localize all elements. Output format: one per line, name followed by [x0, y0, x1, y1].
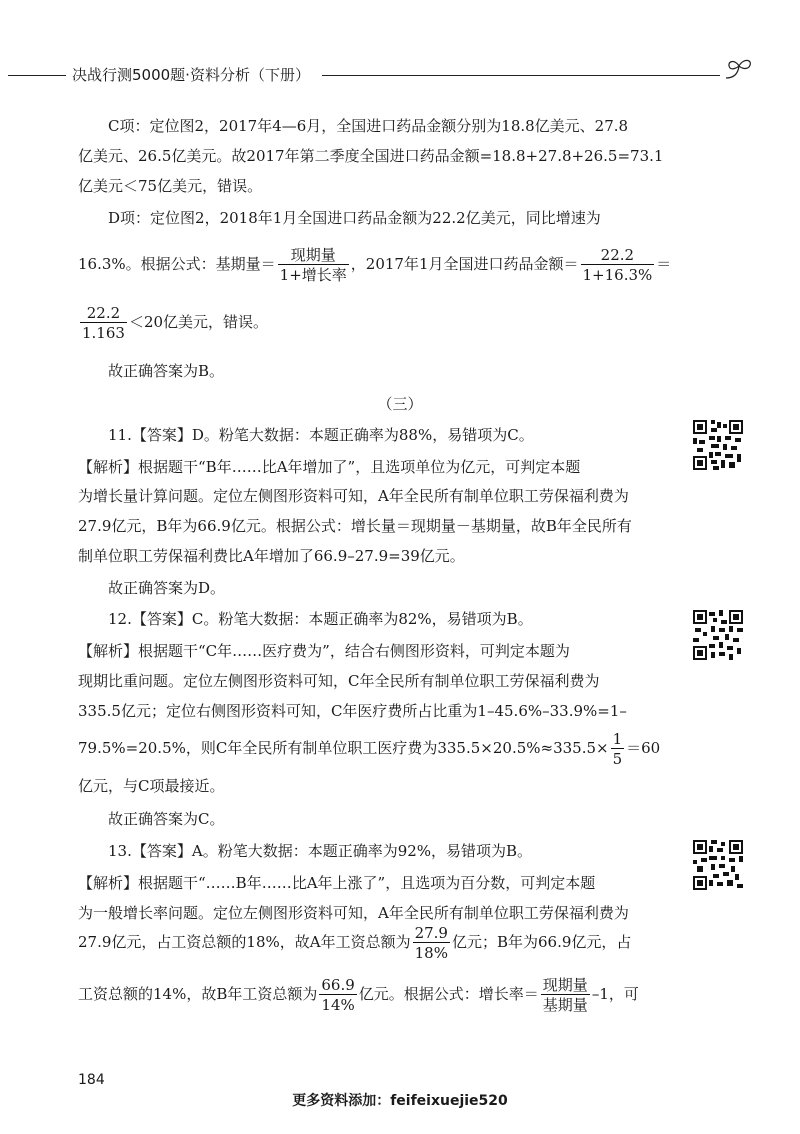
option-c-line3: 亿美元＜75亿美元，错误。: [78, 177, 263, 195]
formula-text: 16.3%。根据公式：基期量＝: [78, 255, 276, 273]
option-c-line2: 亿美元、26.5亿美元。故2017年第二季度全国进口药品金额=18.8+27.8+26.5=73.1: [78, 147, 664, 165]
formula-text: ＜20亿美元，错误。: [128, 313, 269, 331]
fraction-denominator: 1.163: [82, 323, 125, 342]
q12-analysis-3: 335.5亿元；定位右侧图形资料可知，C年医疗费所占比重为1–45.6%–33.9%=1–: [78, 702, 627, 720]
header-rule-left: [8, 75, 66, 76]
formula-text: 亿元；B年为66.9亿元，占: [451, 933, 632, 951]
formula-text: 27.9亿元，占工资总额的18%，故A年工资总额为: [78, 933, 411, 951]
fraction-numerator: 现期量: [278, 246, 349, 265]
formula-text: 工资总额的14%，故B年工资总额为: [78, 985, 318, 1003]
fraction: [413, 924, 450, 963]
formula-text: –1，可: [591, 985, 639, 1003]
q13-analysis-2: 为一般增长率问题。定位左侧图形资料可知，A年全民所有制单位职工劳保福利费为: [78, 904, 629, 922]
fraction-denominator: 5: [612, 749, 623, 768]
qr-code-icon[interactable]: [693, 610, 743, 660]
q11-analysis-3: 27.9亿元，B年为66.9亿元。根据公式：增长量＝现期量－基期量，故B年全民所有: [78, 517, 632, 535]
q13-analysis-3: [78, 922, 631, 963]
sprout-icon: [722, 56, 756, 82]
q13-analysis-4: [78, 974, 639, 1015]
formula-text: 79.5%=20.5%，则C年全民所有制单位职工医疗费为335.5×20.5%≈335.5×: [78, 739, 609, 757]
q12-analysis-1: 【解析】根据题干“C年……医疗费为”，结合右侧图形资料，可判定本题为: [78, 642, 570, 660]
fraction: [80, 304, 127, 343]
footer-watermark-text: 更多资料添加：feifeixuejie520: [292, 1093, 508, 1109]
q12-answer: 12.【答案】C。粉笔大数据：本题正确率为82%，易错项为B。: [108, 610, 533, 628]
qr-code-icon[interactable]: [693, 420, 743, 470]
page-number: 184: [78, 1072, 105, 1088]
q13-answer: 13.【答案】A。粉笔大数据：本题正确率为92%，易错项为B。: [108, 842, 533, 860]
header-title: 决战行测5000题·资料分析（下册）: [72, 66, 310, 84]
q12-analysis-4: [78, 728, 660, 769]
fraction: [611, 730, 625, 769]
answer-d: 故正确答案为D。: [108, 579, 226, 597]
q11-analysis-2: 为增长量计算问题。定位左侧图形资料可知，A年全民所有制单位职工劳保福利费为: [78, 487, 629, 505]
fraction: [541, 976, 590, 1015]
fraction-denominator: 1+增长率: [279, 265, 347, 284]
header-rule-right: [322, 75, 720, 76]
fraction: [581, 246, 655, 285]
fraction-numerator: 66.9: [321, 975, 355, 994]
q12-analysis-5: 亿元，与C项最接近。: [78, 777, 225, 795]
option-d-line1: D项：定位图2，2018年1月全国进口药品金额为22.2亿美元，同比增速为: [108, 209, 601, 227]
answer-c: 故正确答案为C。: [108, 810, 225, 828]
option-c-line1: C项：定位图2，2017年4—6月，全国进口药品金额分别为18.8亿美元、27.8: [108, 117, 629, 135]
fraction-numerator: 现期量: [542, 975, 588, 994]
q11-answer: 11.【答案】D。粉笔大数据：本题正确率为88%，易错项为C。: [108, 426, 534, 444]
fraction: [319, 976, 356, 1015]
fraction-denominator: 1+16.3%: [582, 265, 653, 284]
q12-analysis-2: 现期比重问题。定位左侧图形资料可知，C年全民所有制单位职工劳保福利费为: [78, 672, 600, 690]
formula-text: 亿元。根据公式：增长率＝: [358, 985, 539, 1003]
fraction-numerator: 22.2: [80, 304, 127, 323]
fraction-denominator: 18%: [414, 943, 448, 962]
section-heading: （三）: [377, 395, 423, 413]
qr-code-icon[interactable]: [693, 840, 743, 890]
q11-analysis-1: 【解析】根据题干“B年……比A年增加了”，且选项单位为亿元，可判定本题: [78, 458, 581, 476]
q13-analysis-1: 【解析】根据题干“……B年……比A年上涨了”，且选项为百分数，可判定本题: [78, 874, 596, 892]
fraction-denominator: 基期量: [542, 995, 588, 1014]
formula-text: ＝: [656, 255, 672, 273]
fraction-numerator: 1: [612, 729, 623, 748]
answer-b: 故正确答案为B。: [108, 362, 225, 380]
q11-analysis-4: 制单位职工劳保福利费比A年增加了66.9–27.9=39亿元。: [78, 547, 465, 565]
option-d-formula: [78, 244, 671, 285]
fraction-numerator: 22.2: [581, 246, 655, 265]
running-header: [0, 60, 800, 90]
option-d-result: [78, 302, 268, 343]
fraction-denominator: 14%: [321, 995, 355, 1014]
fraction-numerator: 27.9: [414, 923, 448, 942]
formula-text: ＝60: [626, 739, 661, 757]
fraction: [278, 246, 349, 285]
formula-text: ，2017年1月全国进口药品金额＝: [350, 255, 579, 273]
